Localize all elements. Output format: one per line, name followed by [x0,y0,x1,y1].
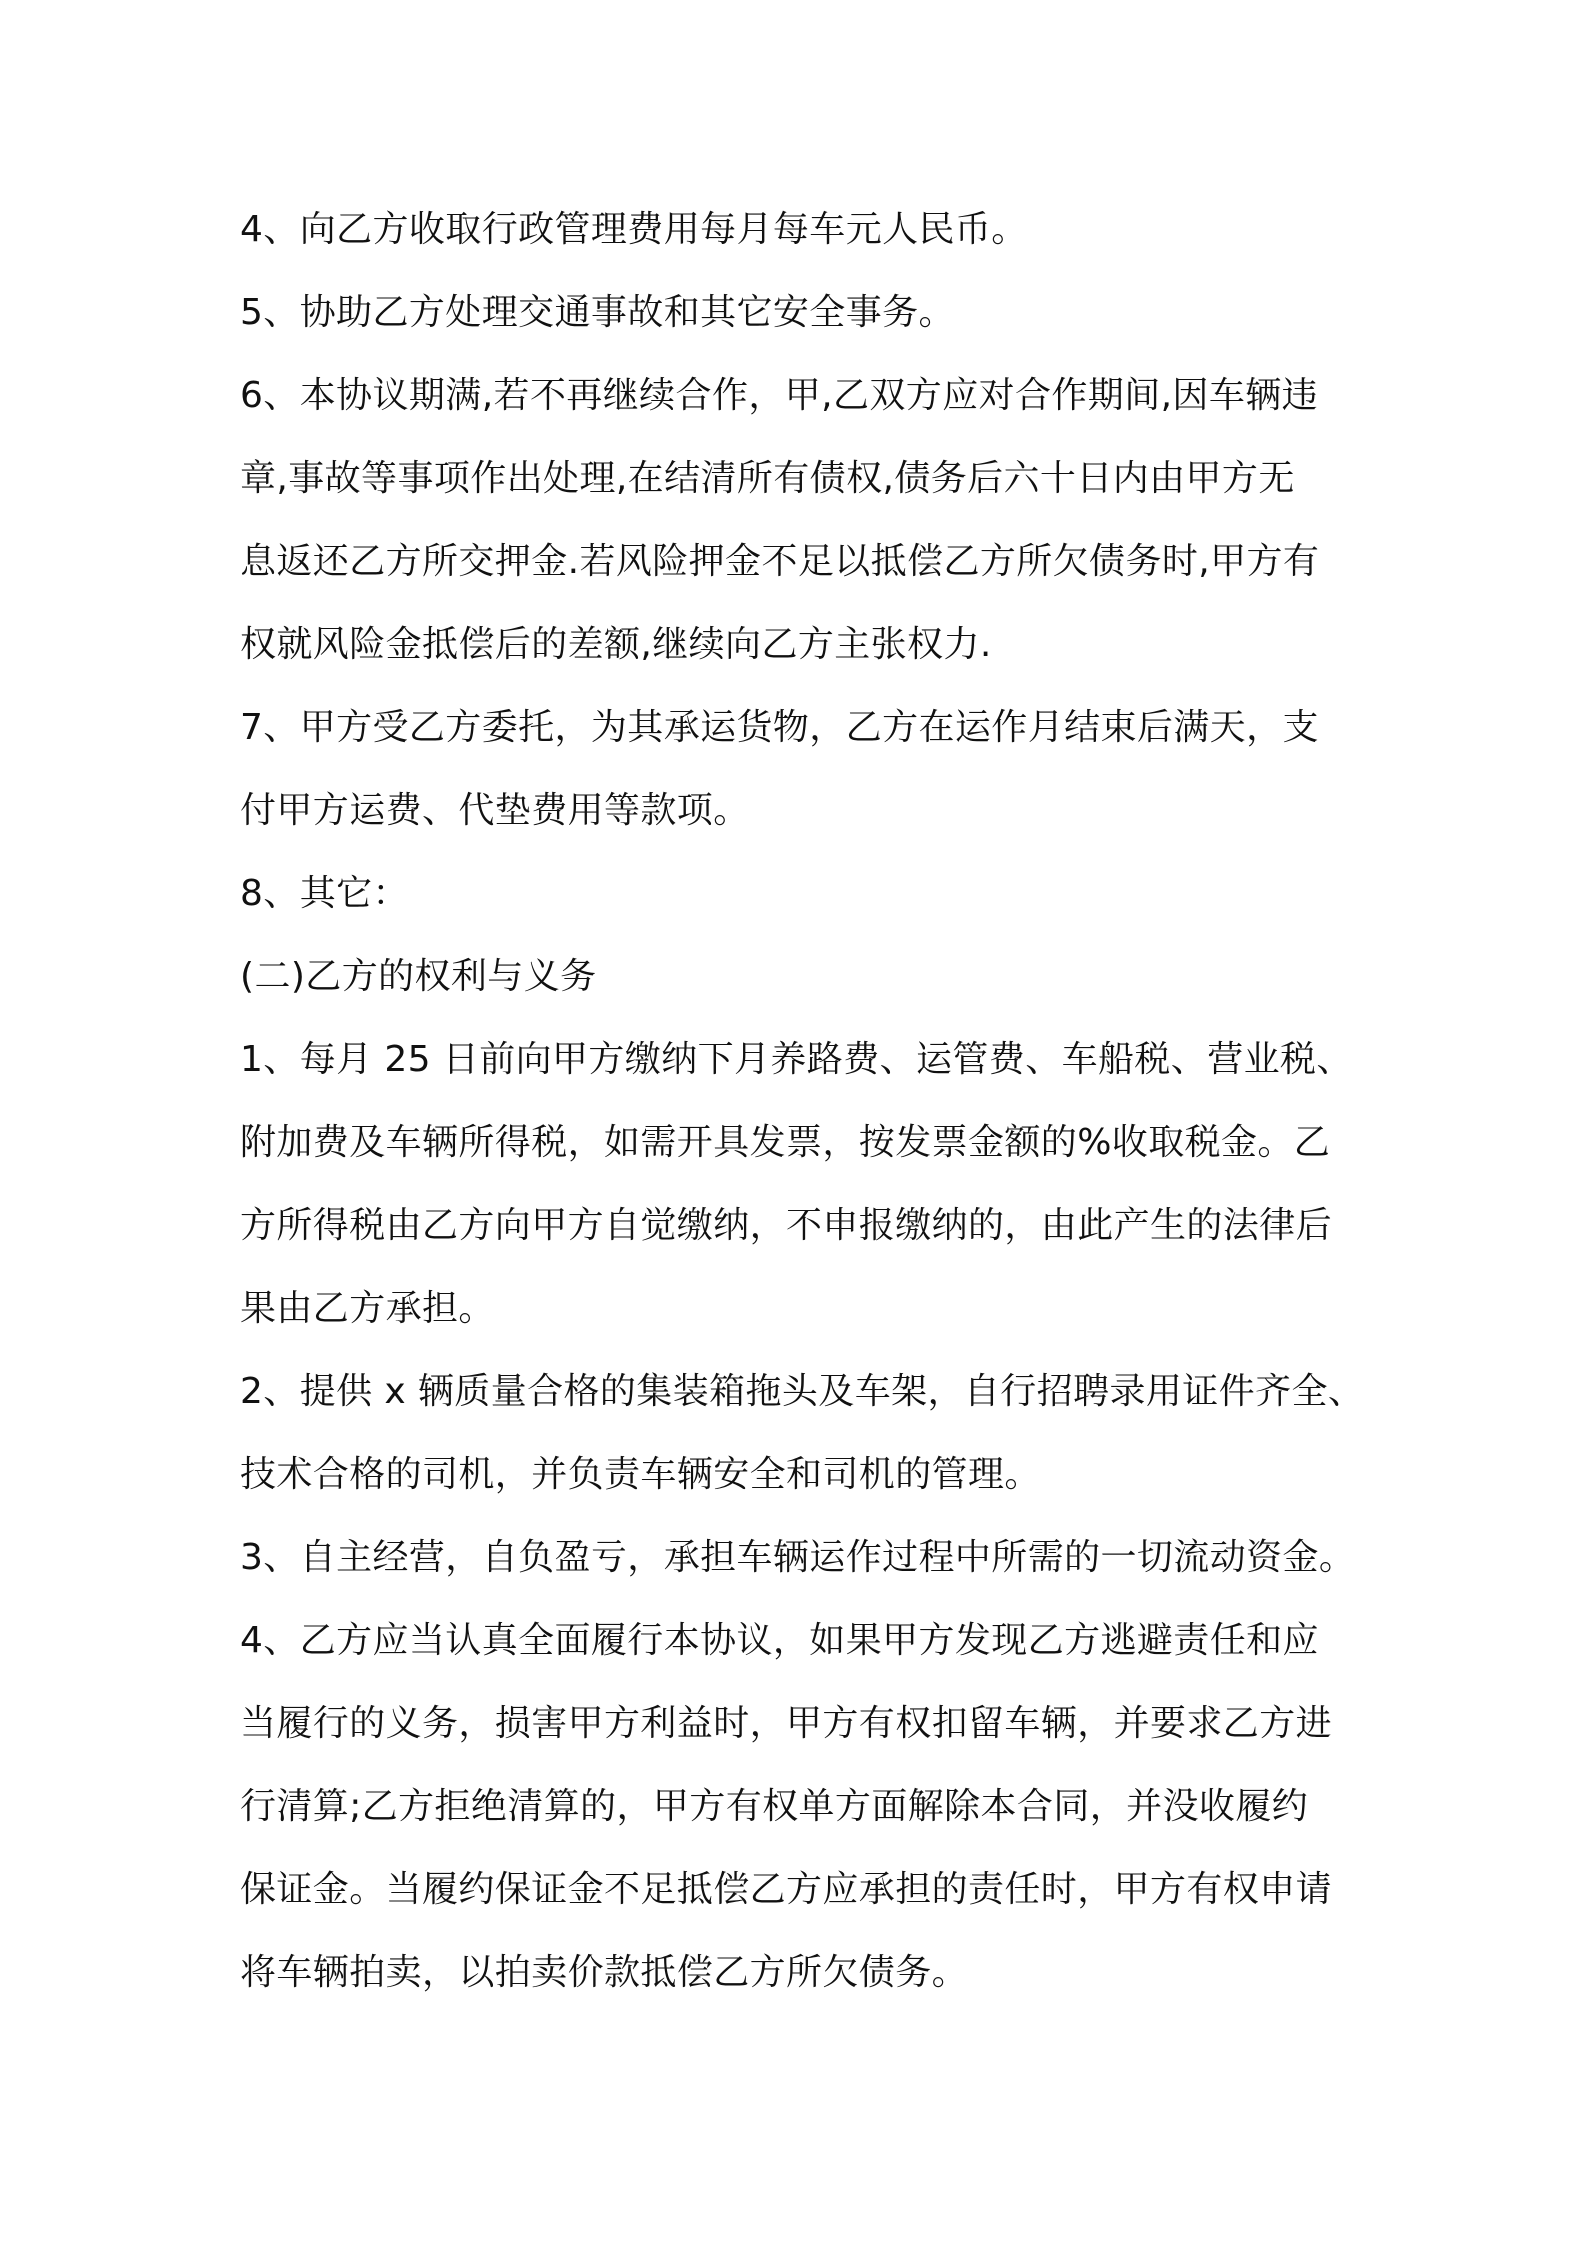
text-line-19: 当履行的义务，损害甲方利益时，甲方有权扣留车辆，并要求乙方进 [240,1703,1333,1744]
text-line-8: 付甲方运费、代垫费用等款项。 [240,790,750,831]
text-line-13: 方所得税由乙方向甲方自觉缴纳，不申报缴纳的，由此产生的法律后 [240,1205,1333,1246]
document-body [240,188,1380,2014]
section-heading: (二)乙方的权利与义务 [240,956,597,997]
text-line-14: 果由乙方承担。 [240,1288,495,1329]
text-line-15: 2、提供 x 辆质量合格的集装箱拖头及车架，自行招聘录用证件齐全、 [240,1371,1365,1412]
text-line-4: 章,事故等事项作出处理,在结清所有债权,债务后六十日内由甲方无 [240,458,1295,499]
text-line-1: 4、向乙方收取行政管理费用每月每车元人民币。 [240,209,1028,250]
text-line-11: 1、每月 25 日前向甲方缴纳下月养路费、运管费、车船税、营业税、 [240,1039,1353,1080]
text-line-12: 附加费及车辆所得税，如需开具发票，按发票金额的%收取税金。乙 [240,1122,1331,1163]
text-line-21: 保证金。当履约保证金不足抵偿乙方应承担的责任时，甲方有权申请 [240,1869,1333,1910]
text-line-3: 6、本协议期满,若不再继续合作，甲,乙双方应对合作期间,因车辆违 [240,375,1319,416]
text-line-7: 7、甲方受乙方委托，为其承运货物，乙方在运作月结束后满天，支 [240,707,1319,748]
text-line-16: 技术合格的司机，并负责车辆安全和司机的管理。 [240,1454,1041,1495]
text-line-5: 息返还乙方所交押金.若风险押金不足以抵偿乙方所欠债务时,甲方有 [240,541,1320,582]
text-line-17: 3、自主经营，自负盈亏，承担车辆运作过程中所需的一切流动资金。 [240,1537,1356,1578]
text-line-9: 8、其它： [240,873,409,914]
text-line-6: 权就风险金抵偿后的差额,继续向乙方主张权力. [240,624,992,665]
text-line-2: 5、协助乙方处理交通事故和其它安全事务。 [240,292,955,333]
text-line-20: 行清算;乙方拒绝清算的，甲方有权单方面解除本合同，并没收履约 [240,1786,1309,1827]
text-line-18: 4、乙方应当认真全面履行本协议，如果甲方发现乙方逃避责任和应 [240,1620,1319,1661]
text-line-22: 将车辆拍卖，以拍卖价款抵偿乙方所欠债务。 [240,1952,969,1993]
